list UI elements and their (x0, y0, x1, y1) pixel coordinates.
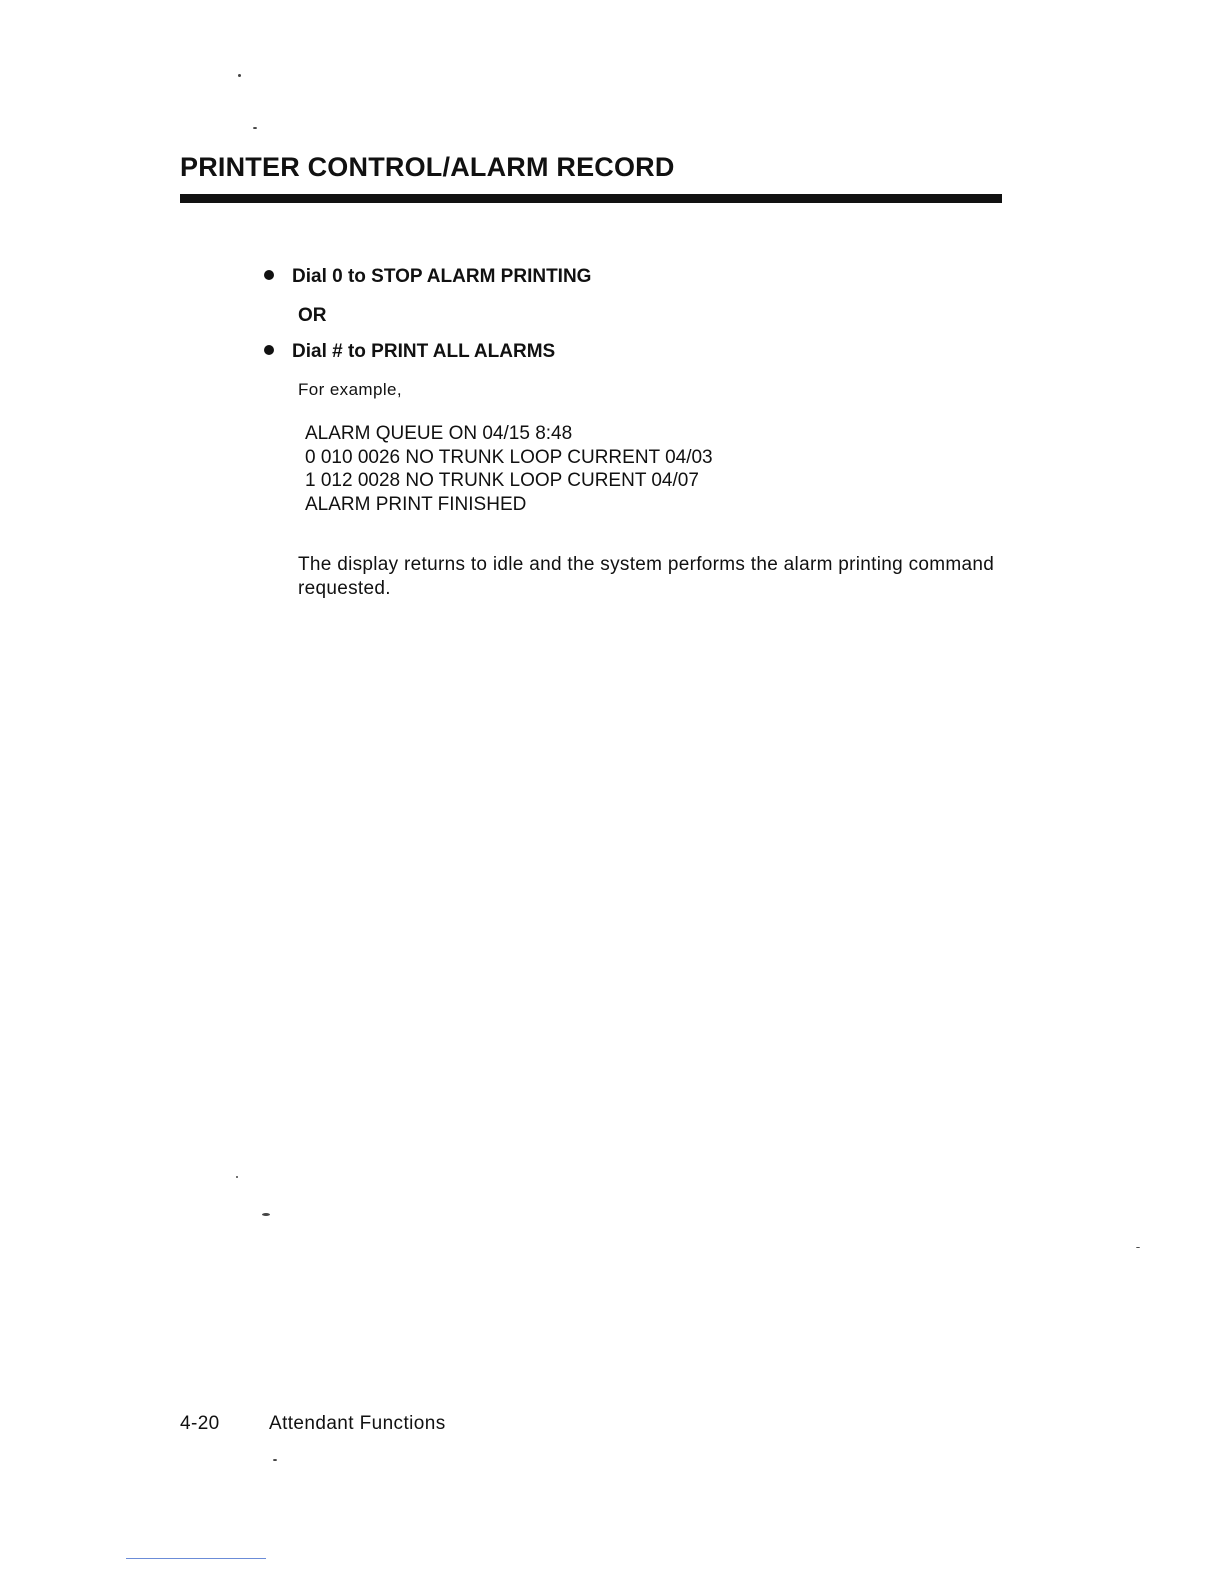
option-label: Dial # to PRINT ALL ALARMS (292, 341, 556, 362)
or-separator: OR (298, 305, 327, 326)
page-footer (180, 1413, 446, 1435)
example-printout (305, 422, 713, 516)
bullet-icon (264, 270, 274, 280)
printout-line: ALARM PRINT FINISHED (305, 493, 527, 515)
section-name: Attendant Functions (269, 1413, 446, 1434)
scan-edge-line (126, 1558, 266, 1559)
bullet-icon (264, 345, 274, 355)
scan-speck (273, 1459, 277, 1461)
example-intro: For example, (298, 380, 403, 399)
printout-line: ALARM QUEUE ON 04/15 8:48 (305, 423, 573, 444)
option-print-all-alarms (264, 341, 555, 363)
title-rule (180, 194, 1002, 203)
scan-speck (1136, 1247, 1140, 1248)
scan-speck (262, 1213, 270, 1216)
scan-speck (253, 127, 257, 129)
page-number: 4-20 (180, 1413, 220, 1434)
scan-speck (236, 1176, 238, 1178)
option-stop-alarm-printing (264, 266, 591, 288)
scan-speck (238, 74, 241, 77)
result-paragraph: The display returns to idle and the system performs the alarm printing command requested. (298, 554, 995, 599)
printout-line: 0 010 0026 NO TRUNK LOOP CURRENT 04/03 (305, 446, 713, 468)
page-title: PRINTER CONTROL/ALARM RECORD (180, 152, 675, 182)
printout-line: 1 012 0028 NO TRUNK LOOP CURENT 04/07 (305, 470, 699, 491)
option-label: Dial 0 to STOP ALARM PRINTING (292, 266, 592, 287)
